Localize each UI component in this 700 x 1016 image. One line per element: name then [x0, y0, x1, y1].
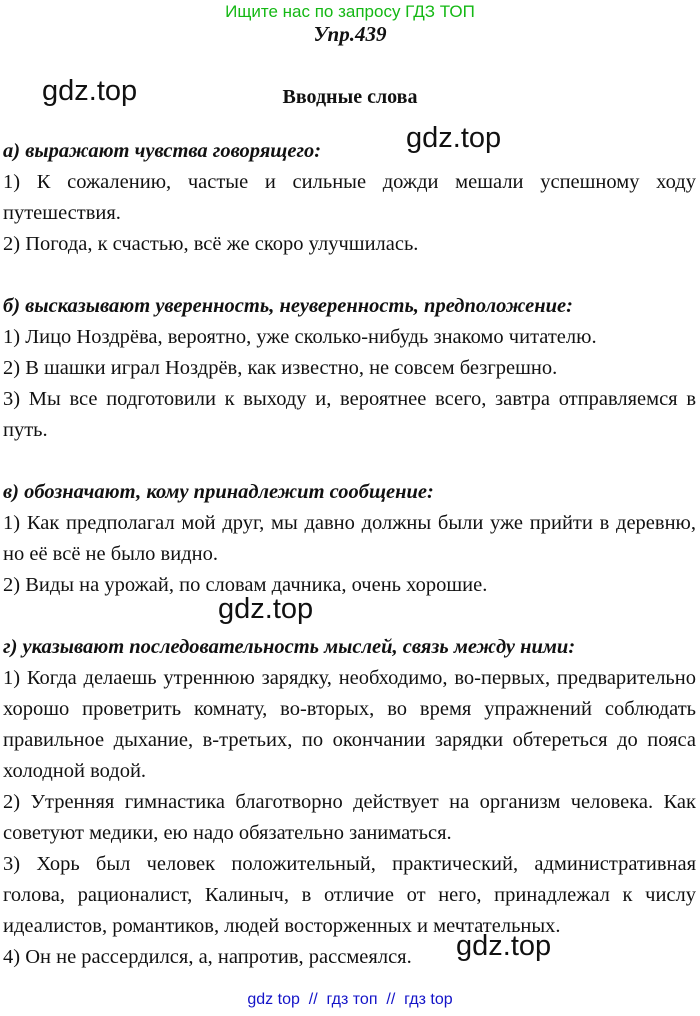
example-c2: 2) Виды на урожай, по словам дачника, очень хорошие.	[3, 574, 488, 596]
example-d4: 4) Он не рассердился, а, напротив, рассмеялся.	[3, 946, 412, 968]
document-body	[3, 136, 696, 973]
document-title: Вводные слова	[282, 86, 418, 108]
example-d3: 3) Хорь был человек положительный, практический, административная голова, рационалист, Калиныч, в отличие от него, принадлежал к числу идеалистов, романтиков, людей восторженных и мечтательных.	[3, 853, 696, 937]
example-a2: 2) Погода, к счастью, всё же скоро улучшилась.	[3, 233, 419, 255]
section-heading-c: в) обозначают, кому принадлежит сообщение:	[3, 481, 434, 503]
example-c1: 1) Как предполагал мой друг, мы давно должны были уже прийти в деревню, но её всё не было видно.	[3, 512, 696, 565]
footer-links: gdz top // гдз топ // гдз top	[247, 991, 453, 1008]
example-d1: 1) Когда делаешь утреннюю зарядку, необходимо, во-первых, предварительно хорошо проветрить комнату, во-вторых, во время упражнений соблюдать правильное дыхание, в-третьих, по окончании зарядки обтереться до пояса холодной водой.	[3, 667, 696, 782]
top-banner: Ищите нас по запросу ГДЗ ТОП	[225, 2, 475, 21]
section-heading-d: г) указывают последовательность мыслей, связь между ними:	[3, 636, 576, 658]
example-d2: 2) Утренняя гимнастика благотворно действует на организм человека. Как советуют медики, ею надо обязательно заниматься.	[3, 791, 696, 844]
section-heading-a: а) выражают чувства говорящего:	[3, 140, 322, 162]
example-a1: 1) К сожалению, частые и сильные дожди мешали успешному ходу путешествия.	[3, 171, 696, 224]
example-b1: 1) Лицо Ноздрёва, вероятно, уже сколько-нибудь знакомо читателю.	[3, 326, 597, 348]
watermark: gdz.top	[456, 930, 552, 962]
watermark: gdz.top	[218, 593, 314, 625]
example-b3: 3) Мы все подготовили к выходу и, вероятнее всего, завтра отправляемся в путь.	[3, 388, 696, 441]
watermark: gdz.top	[406, 122, 502, 154]
section-heading-b: б) высказывают уверенность, неуверенность, предположение:	[3, 295, 573, 317]
watermark: gdz.top	[42, 75, 138, 107]
exercise-number: Упр.439	[313, 22, 387, 46]
example-b2: 2) В шашки играл Ноздрёв, как известно, не совсем безгрешно.	[3, 357, 558, 379]
